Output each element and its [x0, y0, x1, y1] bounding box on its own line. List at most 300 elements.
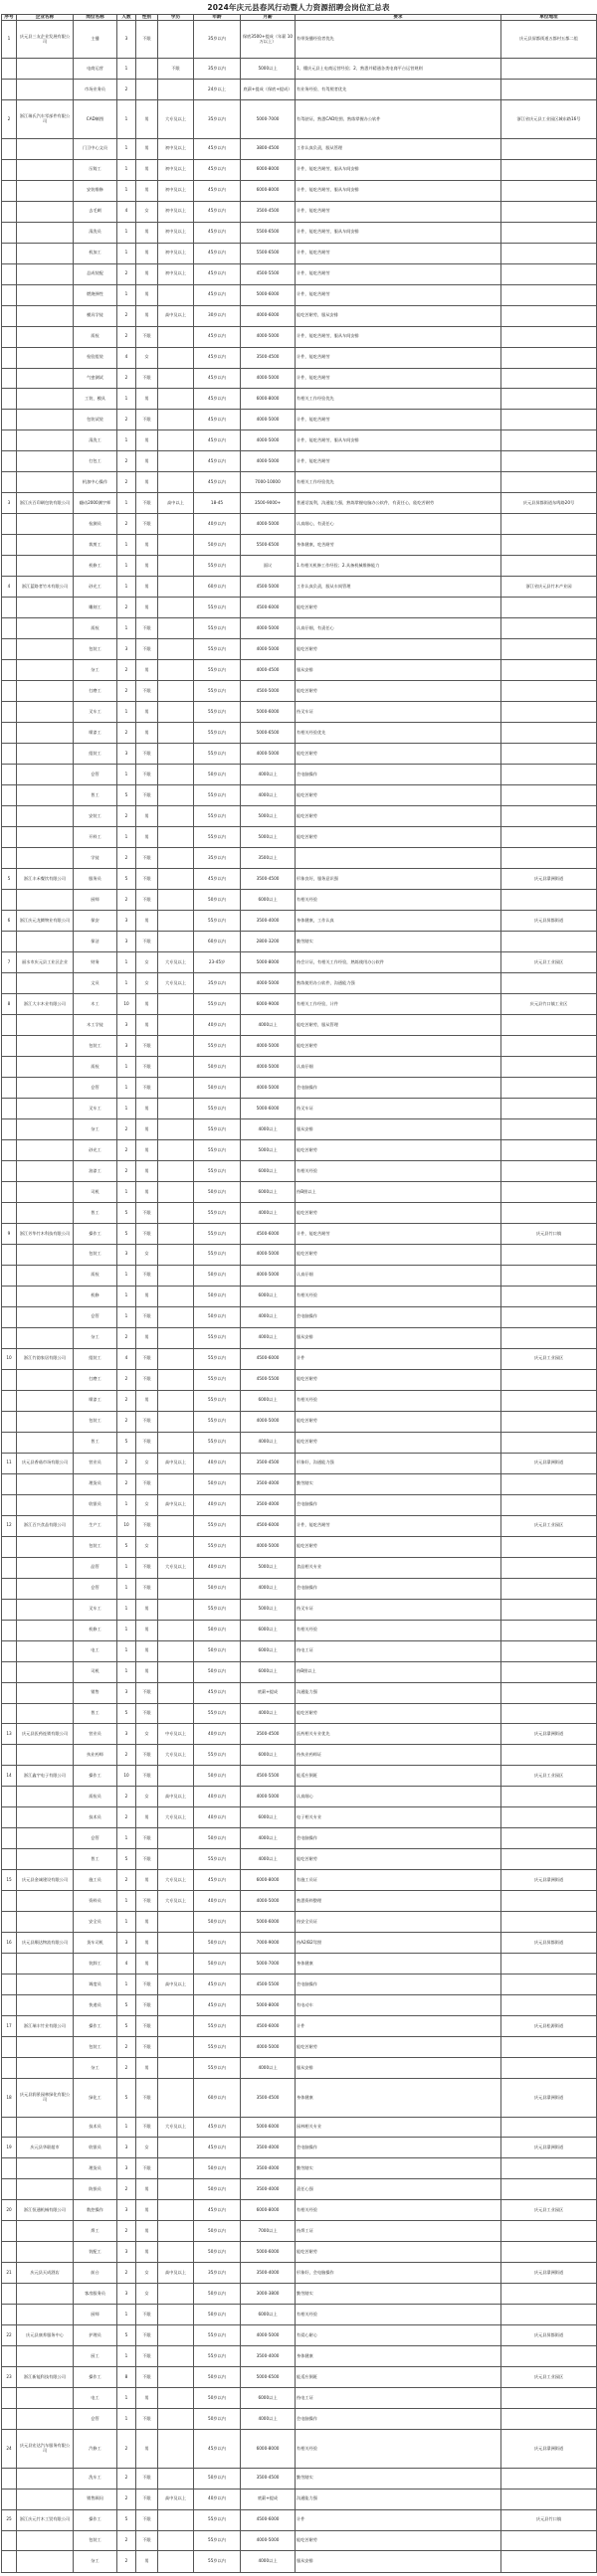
cell-address: 庆元县工业园区 [501, 2200, 597, 2221]
cell-salary: 4000-5000 [241, 1077, 296, 1098]
cell-salary: 3500以上 [241, 848, 296, 869]
cell-gender: 男 [136, 723, 158, 744]
cell-no: 6 [2, 911, 17, 932]
cell-education [158, 1265, 194, 1286]
cell-age: 60岁以内 [194, 932, 241, 952]
cell-salary: 4500-6000 [241, 1223, 296, 1244]
cell-education [158, 1327, 194, 1348]
cell-position: 叉车工 [74, 1098, 117, 1118]
cell-position: 检验组装 [74, 347, 117, 368]
cell-requirements: 能吃苦耐劳 [296, 598, 501, 618]
cell-requirements: 有爱心耐心 [296, 2325, 501, 2346]
cell-no [2, 1306, 17, 1327]
cell-requirements: 有相关工作经验，计件 [296, 994, 501, 1015]
cell-requirements: 身体健康，吃苦耐劳 [296, 535, 501, 556]
cell-education: 初中及以上 [158, 180, 194, 201]
cell-company: 庆元县康养服务中心 [17, 2325, 74, 2346]
cell-company [17, 2551, 74, 2573]
cell-age: 55岁以内 [194, 1599, 241, 1620]
cell-gender: 不限 [136, 2489, 158, 2509]
cell-address [501, 2037, 597, 2058]
table-row [2, 1390, 597, 1411]
cell-requirements: 有相关经验 [296, 2200, 501, 2221]
cell-company: 浙江竹韵家居有限公司 [17, 1348, 74, 1369]
cell-address [501, 806, 597, 827]
cell-address [501, 1682, 597, 1703]
cell-gender: 不限 [136, 2409, 158, 2430]
cell-address [501, 1807, 597, 1828]
cell-education: 高中及以上 [158, 1453, 194, 1473]
cell-count: 1 [117, 243, 136, 263]
cell-no [2, 1578, 17, 1599]
cell-salary: 5000-6000 [241, 1912, 296, 1933]
cell-address [501, 2058, 597, 2079]
cell-education [158, 1181, 194, 1202]
cell-requirements: 服从安排 [296, 2551, 501, 2573]
cell-position: 操作工 [74, 1223, 117, 1244]
cell-no [2, 1181, 17, 1202]
cell-company [17, 1640, 74, 1661]
cell-company [17, 159, 74, 180]
cell-requirements: 有电动车 [296, 1995, 501, 2016]
cell-company [17, 243, 74, 263]
cell-education: 初中及以上 [158, 263, 194, 284]
cell-company [17, 932, 74, 952]
cell-age: 55岁以内 [194, 1411, 241, 1432]
cell-age: 50岁以内 [194, 1828, 241, 1849]
cell-age: 50岁以内 [194, 1933, 241, 1954]
cell-no [2, 180, 17, 201]
cell-education: 大专及以上 [158, 952, 194, 973]
cell-position: 质检 [74, 618, 117, 639]
cell-requirements: 有相关经验 [296, 1390, 501, 1411]
cell-company [17, 1891, 74, 1912]
cell-gender: 不限 [136, 1682, 158, 1703]
cell-position: 砂光工 [74, 577, 117, 598]
cell-position: 厨工 [74, 2346, 117, 2367]
cell-requirements: 能吃苦耐劳 [296, 1244, 501, 1265]
cell-no [2, 639, 17, 660]
cell-requirements: 服从安排 [296, 2058, 501, 2079]
cell-gender: 男 [136, 472, 158, 493]
cell-gender: 不限 [136, 2305, 158, 2325]
cell-gender: 男 [136, 1098, 158, 1118]
cell-requirements: 计件，能吃苦耐劳 [296, 201, 501, 222]
cell-education: 大专及以上 [158, 1745, 194, 1766]
cell-gender: 男 [136, 180, 158, 201]
cell-education [158, 389, 194, 410]
cell-education [158, 472, 194, 493]
cell-salary: 4000以上 [241, 1202, 296, 1223]
cell-gender: 不限 [136, 1995, 158, 2016]
cell-count: 5 [117, 1703, 136, 1724]
cell-requirements: 有相关经验优先 [296, 723, 501, 744]
cell-company [17, 1181, 74, 1202]
cell-position: 油漆工 [74, 1160, 117, 1181]
cell-requirements: 勤劳踏实 [296, 932, 501, 952]
cell-count: 1 [117, 284, 136, 305]
cell-requirements: 计件，能吃苦耐劳 [296, 1223, 501, 1244]
cell-gender: 男 [136, 577, 158, 598]
cell-gender: 不限 [136, 744, 158, 765]
cell-gender: 不限 [136, 1202, 158, 1223]
cell-requirements: 持B照以上 [296, 1181, 501, 1202]
cell-count: 4 [117, 1954, 136, 1975]
cell-address [501, 744, 597, 765]
table-row [2, 1995, 597, 2016]
cell-education [158, 1223, 194, 1244]
cell-salary: 保底3500+提成（年薪 10万以上） [241, 21, 296, 59]
cell-age: 50岁以内 [194, 1620, 241, 1640]
cell-count: 2 [117, 1807, 136, 1828]
cell-gender: 不限 [136, 1891, 158, 1912]
cell-no [2, 2242, 17, 2263]
cell-salary: 5000-6500 [241, 2367, 296, 2388]
cell-count: 4 [117, 1348, 136, 1369]
table-row [2, 2221, 597, 2242]
cell-position: CAD制图 [74, 100, 117, 138]
table-row [2, 2430, 597, 2468]
cell-position: 绿化工 [74, 2079, 117, 2117]
cell-company [17, 410, 74, 430]
cell-company [17, 472, 74, 493]
cell-salary: 3500-4000 [241, 2346, 296, 2367]
cell-count: 2 [117, 1411, 136, 1432]
cell-no [2, 744, 17, 765]
cell-requirements: 有相关经验 [296, 2305, 501, 2325]
cell-position: 厨师 [74, 2305, 117, 2325]
cell-company [17, 2058, 74, 2079]
cell-age: 55岁以内 [194, 1703, 241, 1724]
cell-address [501, 430, 597, 451]
cell-salary: 4000-5000 [241, 973, 296, 994]
cell-count: 1 [117, 973, 136, 994]
table-row [2, 472, 597, 493]
cell-position: 总成装配 [74, 263, 117, 284]
cell-education [158, 514, 194, 535]
cell-address: 浙江省庆元县工业园区城东路16号 [501, 100, 597, 138]
cell-age: 50岁以内 [194, 1077, 241, 1098]
table-row [2, 243, 597, 263]
cell-position: 电工 [74, 1640, 117, 1661]
cell-count: 1 [117, 1891, 136, 1912]
cell-age: 60岁以内 [194, 2079, 241, 2117]
cell-count: 4 [117, 347, 136, 368]
cell-count: 1 [117, 430, 136, 451]
cell-no [2, 702, 17, 723]
cell-company [17, 702, 74, 723]
cell-no: 8 [2, 994, 17, 1015]
cell-gender: 女 [136, 2263, 158, 2284]
cell-position: 焊工 [74, 2221, 117, 2242]
cell-education [158, 890, 194, 911]
cell-gender: 男 [136, 1139, 158, 1160]
cell-company [17, 201, 74, 222]
cell-education [158, 639, 194, 660]
cell-position: 快递员 [74, 1995, 117, 2016]
cell-position: 普工 [74, 1202, 117, 1223]
cell-salary: 6000以上 [241, 1181, 296, 1202]
cell-salary: 3500-4500 [241, 1453, 296, 1473]
cell-age: 50岁以内 [194, 1286, 241, 1306]
table-row [2, 577, 597, 598]
cell-education [158, 451, 194, 472]
cell-company [17, 2346, 74, 2367]
table-row [2, 1244, 597, 1265]
cell-company [17, 2158, 74, 2179]
cell-company [17, 1745, 74, 1766]
cell-gender: 不限 [136, 639, 158, 660]
cell-education [158, 723, 194, 744]
cell-no [2, 973, 17, 994]
header-company: 企业名称 [17, 15, 74, 21]
cell-no [2, 514, 17, 535]
cell-no [2, 1369, 17, 1390]
cell-age: 50岁以内 [194, 765, 241, 785]
cell-age: 55岁以内 [194, 618, 241, 639]
cell-gender: 男 [136, 389, 158, 410]
cell-no: 2 [2, 100, 17, 138]
cell-company [17, 1244, 74, 1265]
cell-age: 35岁以内 [194, 100, 241, 138]
cell-no [2, 347, 17, 368]
cell-age: 55岁以内 [194, 1160, 241, 1181]
cell-company [17, 59, 74, 80]
cell-company [17, 2530, 74, 2551]
header-salary: 月薪 [241, 15, 296, 21]
table-row [2, 1515, 597, 1536]
cell-company [17, 785, 74, 806]
cell-salary: 4500-6000 [241, 598, 296, 618]
cell-salary: 3500-4500 [241, 2468, 296, 2489]
table-row [2, 326, 597, 347]
table-row [2, 890, 597, 911]
cell-no [2, 2551, 17, 2573]
cell-education [158, 2079, 194, 2117]
cell-education [158, 827, 194, 848]
cell-count: 2 [117, 305, 136, 326]
cell-count: 3 [117, 2284, 136, 2305]
cell-age: 55岁以内 [194, 639, 241, 660]
cell-address: 庆元县竹口镇 [501, 1223, 597, 1244]
cell-salary: 底薪+提成 [241, 2489, 296, 2509]
cell-count: 2 [117, 2530, 136, 2551]
cell-gender: 不限 [136, 410, 158, 430]
cell-company [17, 1536, 74, 1557]
cell-count: 2 [117, 1390, 136, 1411]
cell-no: 17 [2, 2016, 17, 2037]
cell-position: 护理员 [74, 2325, 117, 2346]
cell-education [158, 347, 194, 368]
cell-requirements: 能吃苦耐劳 [296, 827, 501, 848]
cell-gender: 不限 [136, 618, 158, 639]
table-row [2, 1849, 597, 1870]
cell-address [501, 1098, 597, 1118]
cell-education: 大专及以上 [158, 1807, 194, 1828]
cell-company [17, 2221, 74, 2242]
cell-no: 19 [2, 2138, 17, 2158]
cell-no [2, 2409, 17, 2430]
cell-gender: 不限 [136, 765, 158, 785]
cell-company [17, 1578, 74, 1599]
cell-address [501, 284, 597, 305]
cell-salary: 3500-4000 [241, 2158, 296, 2179]
cell-age: 50岁以内 [194, 1181, 241, 1202]
cell-count: 2 [117, 80, 136, 100]
cell-company: 庆元县医药连锁有限公司 [17, 1724, 74, 1745]
cell-gender: 不限 [136, 2509, 158, 2530]
cell-gender: 男 [136, 2221, 158, 2242]
cell-age: 40岁以内 [194, 1787, 241, 1807]
cell-gender: 女 [136, 2138, 158, 2158]
cell-company [17, 1202, 74, 1223]
table-row [2, 1098, 597, 1118]
cell-salary: 4000以上 [241, 2409, 296, 2430]
table-row [2, 1160, 597, 1181]
cell-address [501, 1828, 597, 1849]
cell-count: 1 [117, 222, 136, 243]
cell-address [501, 1954, 597, 1975]
table-row [2, 869, 597, 890]
cell-salary: 4000以上 [241, 1306, 296, 1327]
cell-company [17, 765, 74, 785]
cell-education [158, 1640, 194, 1661]
cell-address [501, 556, 597, 577]
cell-count: 1 [117, 827, 136, 848]
cell-address [501, 243, 597, 263]
cell-requirements: 能吃苦耐劳 [296, 785, 501, 806]
cell-position: 服务员 [74, 869, 117, 890]
cell-company: 浙江新能科技有限公司 [17, 2367, 74, 2388]
cell-gender: 不限 [136, 1036, 158, 1057]
cell-requirements: 能适应倒班 [296, 1766, 501, 1787]
cell-salary: 4000以上 [241, 1703, 296, 1724]
cell-age: 50岁以内 [194, 1954, 241, 1975]
cell-salary: 5000-6500 [241, 723, 296, 744]
cell-salary: 4500-5500 [241, 1369, 296, 1390]
cell-count: 2 [117, 326, 136, 347]
cell-company [17, 1327, 74, 1348]
cell-no [2, 1954, 17, 1975]
cell-education [158, 368, 194, 389]
cell-age: 45岁以内 [194, 201, 241, 222]
cell-gender: 男 [136, 1912, 158, 1933]
cell-education: 高中及以上 [158, 2263, 194, 2284]
cell-age: 24岁以上 [194, 80, 241, 100]
table-row [2, 2138, 597, 2158]
table-row [2, 1348, 597, 1369]
table-row [2, 2388, 597, 2409]
cell-address: 庆元县濛洲街道 [501, 869, 597, 890]
table-row [2, 21, 597, 59]
cell-count: 2 [117, 598, 136, 618]
cell-company [17, 430, 74, 451]
cell-address [501, 389, 597, 410]
cell-count: 2 [117, 1118, 136, 1139]
cell-position: 清洗员 [74, 222, 117, 243]
table-row [2, 180, 597, 201]
table-row [2, 806, 597, 827]
cell-no [2, 1327, 17, 1348]
cell-age: 55岁以内 [194, 660, 241, 681]
cell-no: 5 [2, 869, 17, 890]
cell-education [158, 1390, 194, 1411]
cell-count: 5 [117, 2016, 136, 2037]
cell-position: 仓管 [74, 1077, 117, 1098]
cell-count: 2 [117, 2489, 136, 2509]
cell-position: 主播 [74, 21, 117, 59]
cell-salary: 6000-8000 [241, 1870, 296, 1891]
cell-address [501, 1849, 597, 1870]
cell-count: 3 [117, 1724, 136, 1745]
cell-age: 55岁以内 [194, 1369, 241, 1390]
table-row [2, 2409, 597, 2430]
cell-gender: 不限 [136, 1703, 158, 1724]
cell-position: 组装工 [74, 744, 117, 765]
cell-company [17, 1954, 74, 1975]
table-row [2, 100, 597, 138]
cell-no [2, 2388, 17, 2409]
cell-count: 3 [117, 1682, 136, 1703]
cell-position: 理货员 [74, 1473, 117, 1494]
cell-requirements: 勤劳踏实 [296, 2284, 501, 2305]
table-row [2, 2200, 597, 2221]
cell-age: 40岁以内 [194, 1015, 241, 1036]
cell-salary: 5000以上 [241, 827, 296, 848]
table-row [2, 2346, 597, 2367]
cell-count: 1 [117, 2409, 136, 2430]
header-address: 单位地址 [501, 15, 597, 21]
cell-education [158, 2346, 194, 2367]
cell-no [2, 556, 17, 577]
cell-company [17, 2284, 74, 2305]
cell-no [2, 2179, 17, 2200]
cell-count: 2 [117, 848, 136, 869]
cell-age: 35岁以内 [194, 21, 241, 59]
cell-salary: 4000以上 [241, 765, 296, 785]
cell-position: 去毛刺 [74, 201, 117, 222]
cell-education [158, 660, 194, 681]
cell-salary: 6000-8000 [241, 2430, 296, 2468]
table-row [2, 827, 597, 848]
table-row [2, 848, 597, 869]
cell-count: 2 [117, 2058, 136, 2079]
cell-count: 10 [117, 1766, 136, 1787]
table-row [2, 952, 597, 973]
cell-position: 销售 [74, 1682, 117, 1703]
cell-position: 包装工 [74, 1536, 117, 1557]
cell-company [17, 639, 74, 660]
cell-age: 55岁以内 [194, 556, 241, 577]
cell-no [2, 1494, 17, 1515]
cell-salary: 3500-4500 [241, 869, 296, 890]
cell-gender: 男 [136, 430, 158, 451]
cell-salary: 4000-5000 [241, 514, 296, 535]
cell-company [17, 973, 74, 994]
cell-salary: 4000-5000 [241, 1536, 296, 1557]
cell-gender: 男 [136, 556, 158, 577]
cell-education: 初中及以上 [158, 138, 194, 159]
cell-company [17, 1912, 74, 1933]
cell-salary: 4500-6000 [241, 1515, 296, 1536]
cell-requirements: 持B照以上 [296, 1661, 501, 1682]
cell-address [501, 59, 597, 80]
cell-gender: 不限 [136, 1975, 158, 1995]
cell-no [2, 681, 17, 702]
cell-salary: 4000-5000 [241, 1787, 296, 1807]
cell-requirements: 能吃苦耐劳 [296, 2530, 501, 2551]
cell-no [2, 263, 17, 284]
